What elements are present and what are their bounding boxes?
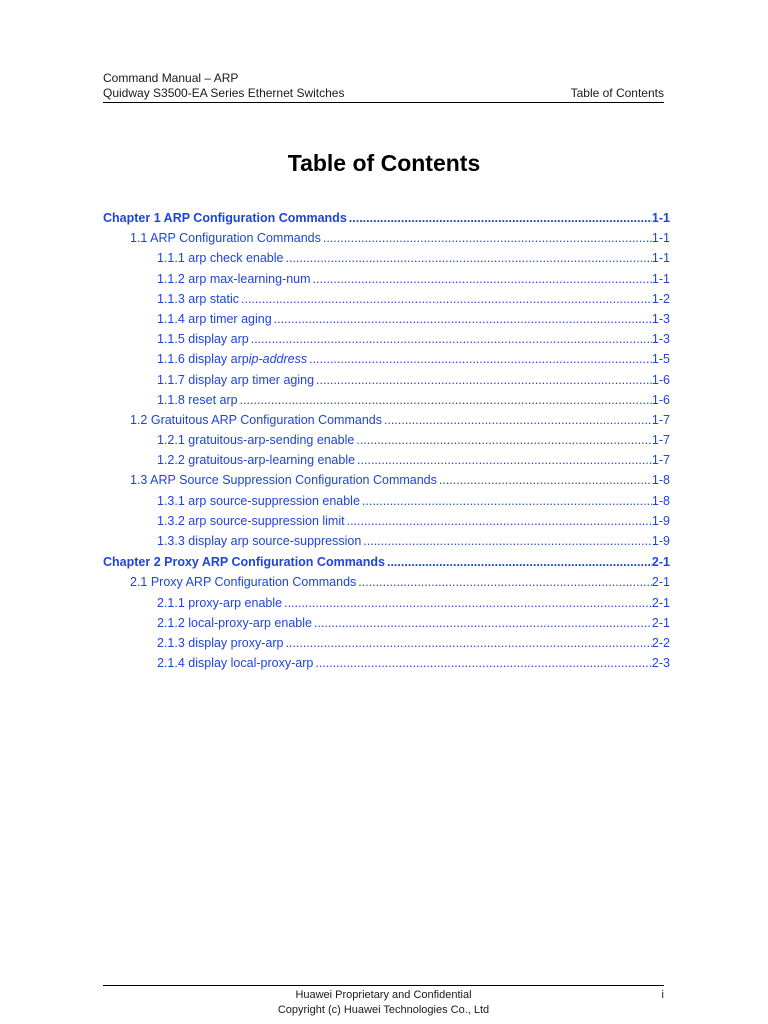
toc-entry-label: Chapter 2 Proxy ARP Configuration Commands	[103, 555, 385, 570]
toc-entry-label: 1.3.3 display arp source-suppression	[157, 534, 362, 548]
toc-entry-content	[103, 554, 670, 570]
toc-page-number: 1-6	[651, 392, 670, 407]
toc-entry-label: 1.1.1 arp check enable	[157, 251, 284, 266]
toc-entry-content	[157, 513, 670, 529]
toc-dot-leader	[345, 513, 652, 529]
toc-entry-label: 1.1.5 display arp	[157, 332, 249, 347]
toc-entry-label: 1.3.2 arp source-suppression limit	[157, 513, 345, 528]
footer-divider	[103, 985, 664, 986]
toc-entry-label: 2.1.3 display proxy-arp	[157, 635, 284, 650]
toc-page-number: 1-1	[651, 211, 670, 225]
toc-dot-leader	[382, 412, 652, 428]
toc-entry-content	[157, 615, 670, 631]
toc-chapter-link[interactable]	[103, 552, 670, 572]
toc-page-number: 1-7	[651, 412, 670, 427]
toc-dot-leader	[437, 472, 652, 488]
toc-page-number: 2-3	[651, 656, 670, 671]
toc-entry-label: 2.1.1 proxy-arp enable	[157, 595, 283, 610]
toc-subsection-link[interactable]	[103, 593, 670, 613]
toc-subsection-link[interactable]	[103, 370, 670, 390]
toc-entry-content	[157, 331, 670, 347]
toc-subsection-link[interactable]	[103, 511, 670, 531]
toc-dot-leader	[272, 311, 652, 327]
toc-dot-leader	[238, 392, 652, 408]
toc-dot-leader	[307, 351, 652, 367]
toc-dot-leader	[311, 271, 652, 287]
toc-dot-leader	[347, 210, 652, 226]
toc-entry-content	[157, 271, 670, 287]
toc-dot-leader	[239, 291, 652, 307]
toc-entry-content	[157, 311, 670, 327]
toc-entry-content	[157, 351, 670, 367]
toc-entry-content	[130, 574, 670, 590]
toc-page-number: 1-8	[651, 493, 670, 508]
toc-page-number: 1-1	[651, 251, 670, 266]
toc-page-number: 1-7	[651, 433, 670, 448]
toc-entry-content	[157, 372, 670, 388]
toc-dot-leader	[282, 595, 652, 611]
toc-page-number: 2-1	[651, 575, 670, 590]
toc-dot-leader	[361, 533, 652, 549]
toc-subsection-link[interactable]	[103, 269, 670, 289]
toc-entry-label: 1.1.6 display arp	[157, 352, 249, 367]
toc-entry-content	[130, 412, 670, 428]
toc-chapter-link[interactable]	[103, 208, 670, 228]
footer-confidential: Huawei Proprietary and Confidential	[295, 989, 472, 1001]
toc-entry-content	[157, 432, 670, 448]
page-footer	[103, 988, 664, 1018]
toc-entry-label-italic: ip-address	[248, 352, 308, 367]
footer-copyright: Copyright (c) Huawei Technologies Co., Ltd	[277, 1004, 490, 1016]
toc-entry-content	[157, 291, 670, 307]
toc-entry-label: 2.1.2 local-proxy-arp enable	[157, 615, 312, 630]
toc-entry-content	[157, 655, 670, 671]
toc-subsection-link[interactable]	[103, 531, 670, 551]
toc-entry-content	[130, 472, 670, 488]
page-title: Table of Contents	[287, 150, 481, 176]
toc-subsection-link[interactable]	[103, 289, 670, 309]
toc-entry-content	[157, 250, 670, 266]
toc-entry-label: Chapter 1 ARP Configuration Commands	[103, 211, 347, 225]
footer-page-number: i	[661, 989, 664, 1001]
toc-section-link[interactable]	[103, 572, 670, 592]
toc-page-number: 1-6	[651, 372, 670, 387]
header-section-name: Table of Contents	[570, 86, 664, 100]
toc-entry-label: 1.1 ARP Configuration Commands	[130, 231, 321, 246]
toc-entry-label: 1.1.2 arp max-learning-num	[157, 271, 311, 286]
toc-subsection-link[interactable]	[103, 450, 670, 470]
toc-page-number: 2-1	[651, 555, 670, 570]
toc-entry-label: 1.3.1 arp source-suppression enable	[157, 493, 360, 508]
toc-entry-content	[157, 452, 670, 468]
toc-subsection-link[interactable]	[103, 309, 670, 329]
toc-subsection-link[interactable]	[103, 491, 670, 511]
toc-page-number: 1-5	[651, 352, 670, 367]
toc-entry-label: 1.2 Gratuitous ARP Configuration Commands	[130, 412, 382, 427]
toc-page-number: 1-3	[651, 311, 670, 326]
toc-entry-label: 1.1.8 reset arp	[157, 392, 238, 407]
toc-entry-label: 2.1.4 display local-proxy-arp	[157, 656, 314, 671]
toc-entry-label: 1.2.1 gratuitous-arp-sending enable	[157, 433, 355, 448]
toc-section-link[interactable]	[103, 470, 670, 490]
toc-entry-content	[157, 493, 670, 509]
toc-page-number: 1-9	[651, 534, 670, 548]
toc-entry-content	[157, 392, 670, 408]
header-product-name: Quidway S3500-EA Series Ethernet Switches	[103, 86, 345, 100]
toc-page-number: 1-1	[651, 271, 670, 286]
toc-entry-label: 1.3 ARP Source Suppression Configuration Commands	[130, 473, 437, 488]
toc-subsection-link[interactable]	[103, 390, 670, 410]
toc-page-number: 1-3	[651, 332, 670, 347]
toc-entry-label: 1.1.4 arp timer aging	[157, 311, 272, 326]
toc-page-number: 1-8	[651, 473, 670, 488]
toc-entry-content	[157, 635, 670, 651]
toc-page-number: 1-1	[651, 231, 670, 246]
toc-entry-label: 1.2.2 gratuitous-arp-learning enable	[157, 453, 356, 468]
header-divider	[103, 102, 664, 103]
toc-page-number: 1-7	[651, 453, 670, 468]
header-row	[103, 86, 664, 101]
toc-dot-leader	[360, 493, 652, 509]
toc-entry-content	[157, 595, 670, 611]
toc-page-number: 2-1	[651, 615, 670, 630]
toc-dot-leader	[249, 331, 652, 347]
toc-dot-leader	[355, 452, 652, 468]
toc-dot-leader	[321, 230, 652, 246]
toc-entry-label: 1.1.3 arp static	[157, 291, 239, 306]
header-manual-title: Command Manual – ARP	[103, 71, 239, 85]
toc-subsection-link[interactable]	[103, 329, 670, 349]
toc-page-number: 1-9	[651, 513, 670, 528]
toc-dot-leader	[312, 615, 652, 631]
toc-dot-leader	[354, 432, 652, 448]
toc-page-number: 2-2	[651, 635, 670, 650]
toc-section-link[interactable]	[103, 410, 670, 430]
toc-entry-label: 1.1.7 display arp timer aging	[157, 372, 315, 387]
toc-entry-content	[130, 230, 670, 246]
toc-dot-leader	[385, 554, 652, 570]
toc-section-link[interactable]	[103, 228, 670, 248]
toc-subsection-link[interactable]	[103, 248, 670, 268]
toc-page-number: 1-2	[651, 291, 670, 306]
toc-entry-content	[157, 533, 670, 549]
toc-subsection-link[interactable]	[103, 430, 670, 450]
toc-entry-content	[103, 210, 670, 226]
table-of-contents	[103, 208, 670, 673]
toc-subsection-link[interactable]	[103, 633, 670, 653]
page-header	[103, 71, 664, 101]
toc-subsection-link[interactable]	[103, 349, 670, 369]
toc-dot-leader	[356, 574, 652, 590]
toc-dot-leader	[283, 250, 651, 266]
toc-subsection-link[interactable]	[103, 653, 670, 673]
toc-entry-label: 2.1 Proxy ARP Configuration Commands	[130, 575, 357, 590]
toc-page-number: 2-1	[651, 595, 670, 610]
toc-dot-leader	[313, 655, 652, 671]
toc-subsection-link[interactable]	[103, 613, 670, 633]
toc-dot-leader	[314, 372, 652, 388]
toc-dot-leader	[283, 635, 651, 651]
